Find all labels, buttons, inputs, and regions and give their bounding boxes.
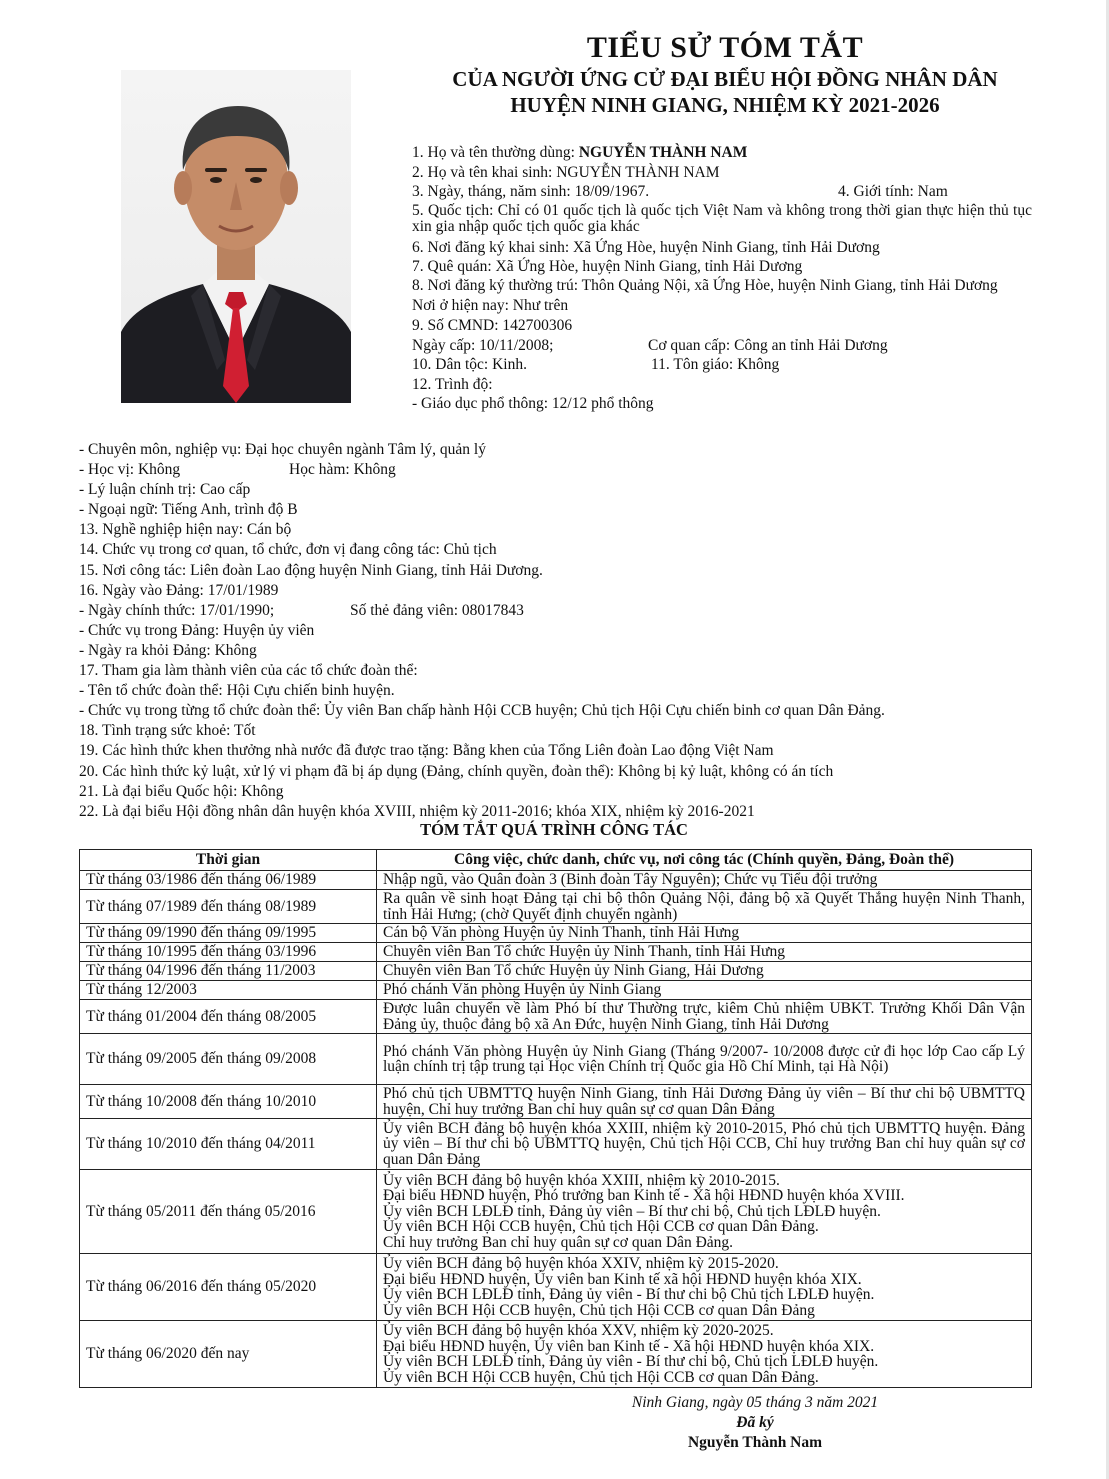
national-assembly: 21. Là đại biểu Quốc hội: Không [79, 782, 284, 800]
full-name-label: 1. Họ và tên thường dùng: [412, 144, 579, 161]
description-line: Ủy viên BCH LĐLĐ tỉnh, Đảng ủy viên - Bí thư chi bộ, Chủ tịch LĐLĐ huyện. [383, 1353, 879, 1370]
work-history-table [79, 849, 1032, 1388]
description-line: Ủy viên BCH đảng bộ huyện khóa XXV, nhiệm kỳ 2020-2025. [383, 1322, 774, 1339]
foreign-language: - Ngoại ngữ: Tiếng Anh, trình độ B [79, 501, 298, 519]
info-line-8: 8. Nơi đăng ký thường trú: Thôn Quảng Nội, xã Ứng Hòe, huyện Ninh Giang, tỉnh Hải Dương [412, 276, 998, 294]
religion: 11. Tôn giáo: Không [651, 356, 780, 374]
academic-title: Học hàm: Không [289, 461, 396, 479]
ethnicity-religion [412, 355, 1032, 375]
row-description: Được luân chuyển về làm Phó bí thư Thường trực, kiêm Chủ nhiệm UBKT. Trưởng Khối Dân Vận Đảng ủy, thuộc đảng bộ xã An Đức, huyện Ninh Giang, tỉnh Hải Dương [377, 1000, 1032, 1034]
description-line: Ủy viên BCH LĐLĐ tỉnh, Đảng ủy viên – Bí thư chi bộ, Chủ tịch LĐLĐ huyện. [383, 1202, 881, 1220]
organizations-heading: 17. Tham gia làm thành viên của các tổ chức đoàn thể: [79, 662, 418, 680]
row-time: Từ tháng 09/1990 đến tháng 09/1995 [80, 924, 377, 943]
document-subtitle-1: CỦA NGƯỜI ỨNG CỬ ĐẠI BIỂU HỘI ĐỒNG NHÂN DÂN [452, 67, 998, 91]
row-description: Chuyên viên Ban Tổ chức Huyện ủy Ninh Thanh, tỉnh Hải Hưng [377, 943, 1032, 962]
signed-note: Đã ký [736, 1414, 774, 1431]
party-card-number: Số thẻ đảng viên: 08017843 [350, 601, 524, 619]
row-description: Phó chủ tịch UBMTTQ huyện Ninh Giang, tỉnh Hải Dương Đảng ủy viên – Bí thư chi bộ UBMTTQ huyện, Chỉ huy trưởng Ban chỉ huy quân sự cơ quan Dân Đảng [377, 1085, 1032, 1119]
row-description: Phó chánh Văn phòng Huyện ủy Ninh Giang [377, 981, 1032, 1000]
id-issue-date: Ngày cấp: 10/11/2008; [412, 336, 554, 354]
description-line: Ủy viên BCH Hội CCB huyện, Chủ tịch Hội CCB cơ quan Dân Đảng. [383, 1368, 819, 1386]
row-time: Từ tháng 10/2010 đến tháng 04/2011 [80, 1119, 377, 1170]
table-row [80, 871, 1032, 890]
row-description [377, 1170, 1032, 1254]
health: 18. Tình trạng sức khoẻ: Tốt [79, 722, 256, 740]
awards: 19. Các hình thức khen thưởng nhà nước đã được trao tặng: Bằng khen của Tổng Liên đoàn Lao động Việt Nam [79, 742, 774, 760]
signer-name: Nguyễn Thành Nam [687, 1434, 823, 1451]
current-residence: Nơi ở hiện nay: Như trên [412, 297, 569, 315]
party-join-date: 16. Ngày vào Đảng: 17/01/1989 [79, 581, 279, 599]
position: 14. Chức vụ trong cơ quan, tổ chức, đơn vị đang công tác: Chủ tịch [79, 541, 497, 559]
row-time: Từ tháng 12/2003 [80, 981, 377, 1000]
degree-title [79, 460, 1079, 480]
table-row [80, 1000, 1032, 1034]
table-row [80, 1119, 1032, 1170]
description-line: Ủy viên BCH đảng bộ huyện khóa XXIII, nhiệm kỳ 2010-2015. [383, 1171, 780, 1189]
row-time: Từ tháng 10/1995 đến tháng 03/1996 [80, 943, 377, 962]
description-line: Đại biểu HĐND huyện, Ủy viên ban Kinh tế xã hội HĐND huyện khóa XIX. [383, 1270, 862, 1288]
row-description [377, 1254, 1032, 1321]
description-line: Ủy viên BCH đảng bộ huyện khóa XXIV, nhiệm kỳ 2015-2020. [383, 1255, 779, 1272]
party-exit: - Ngày ra khỏi Đảng: Không [79, 641, 257, 659]
row-description: Chuyên viên Ban Tổ chức Huyện ủy Ninh Giang, Hải Dương [377, 962, 1032, 981]
row-time: Từ tháng 06/2016 đến tháng 05/2020 [80, 1254, 377, 1321]
work-history-title: TÓM TẮT QUÁ TRÌNH CÔNG TÁC [420, 820, 688, 839]
description-line: Đại biểu HĐND huyện, Phó trưởng ban Kinh tế - Xã hội HĐND huyện khóa XVIII. [383, 1187, 905, 1205]
id-number: 9. Số CMND: 142700306 [412, 317, 573, 335]
table-row [80, 962, 1032, 981]
info-line-6: 6. Nơi đăng ký khai sinh: Xã Ứng Hòe, huyện Ninh Giang, tỉnh Hải Dương [412, 238, 880, 256]
document-title: TIỂU SỬ TÓM TẮT [586, 31, 864, 64]
row-time: Từ tháng 07/1989 đến tháng 08/1989 [80, 890, 377, 924]
id-issue-info [412, 336, 1032, 356]
id-issuer: Cơ quan cấp: Công an tỉnh Hải Dương [648, 336, 888, 354]
table-row [80, 943, 1032, 962]
personal-info [412, 143, 1032, 414]
table-row [80, 890, 1032, 924]
table-row [80, 1085, 1032, 1119]
row-description [377, 1321, 1032, 1388]
table-header-row [80, 850, 1032, 871]
row-time: Từ tháng 09/2005 đến tháng 09/2008 [80, 1034, 377, 1085]
info-line-2: 2. Họ và tên khai sinh: NGUYỄN THÀNH NAM [412, 163, 720, 181]
political-theory: - Lý luận chính trị: Cao cấp [79, 481, 251, 499]
table-row [80, 1170, 1032, 1254]
row-time: Từ tháng 03/1986 đến tháng 06/1989 [80, 871, 377, 890]
organization-name: - Tên tổ chức đoàn thể: Hội Cựu chiến binh huyện. [79, 682, 395, 700]
row-description: Nhập ngũ, vào Quân đoàn 3 (Binh đoàn Tây Nguyên); Chức vụ Tiểu đội trưởng [377, 871, 1032, 890]
official-date: - Ngày chính thức: 17/01/1990; [79, 601, 275, 619]
specialization: - Chuyên môn, nghiệp vụ: Đại học chuyên ngành Tâm lý, quản lý [79, 441, 486, 458]
table-row [80, 1034, 1032, 1085]
birth-date: 3. Ngày, tháng, năm sinh: 18/09/1967. [412, 183, 650, 201]
organization-position: - Chức vụ trong từng tổ chức đoàn thể: Ủy viên Ban chấp hành Hội CCB huyện; Chủ tịch Hội Cựu chiến binh cơ quan Dân Đảng. [79, 702, 885, 720]
info-line-7: 7. Quê quán: Xã Ứng Hòe, huyện Ninh Giang, tỉnh Hải Dương [412, 258, 803, 276]
education-heading: 12. Trình độ: [412, 375, 493, 393]
table-row [80, 924, 1032, 943]
academic-degree: - Học vị: Không [79, 461, 181, 479]
info-line-5: 5. Quốc tịch: Chỉ có 01 quốc tịch là quốc tịch Việt Nam và không trong thời gian thực hiện thủ tục xin gia nhập quốc tịch quốc gia khác [412, 201, 1032, 236]
description-line: Ủy viên BCH Hội CCB huyện, Chủ tịch Hội CCB cơ quan Dân Đảng. [383, 1218, 819, 1236]
place-date: Ninh Giang, ngày 05 tháng 3 năm 2021 [631, 1394, 879, 1411]
description-line: Đại biểu HĐND huyện, Ủy viên ban Kinh tế - Xã hội HĐND huyện khóa XIX. [383, 1337, 875, 1355]
document-subtitle-2: HUYỆN NINH GIANG, NHIỆM KỲ 2021-2026 [510, 93, 940, 117]
detail-info [79, 440, 1079, 822]
table-row [80, 981, 1032, 1000]
row-time: Từ tháng 10/2008 đến tháng 10/2010 [80, 1085, 377, 1119]
info-line-3 [412, 182, 1032, 202]
row-description: Cán bộ Văn phòng Huyện ủy Ninh Thanh, tỉnh Hải Hưng [377, 924, 1032, 943]
full-name-value: NGUYỄN THÀNH NAM [578, 144, 748, 161]
row-description: Phó chánh Văn phòng Huyện ủy Ninh Giang (Tháng 9/2007- 10/2008 được cử đi học lớp Cao cấp Lý luận chính trị tập trung tại Học viện Chính trị Quốc gia Hồ Chí Minh, tại Hà Nội) [377, 1034, 1032, 1085]
description-line: Chỉ huy trưởng Ban chỉ huy quân sự cơ quan Dân Đảng. [383, 1233, 734, 1251]
time-column-header: Thời gian [80, 850, 377, 871]
description-line: Ủy viên BCH LĐLĐ tỉnh, Đảng ủy viên - Bí thư chi bộ Chủ tịch LĐLĐ huyện. [383, 1286, 875, 1303]
row-description: Ủy viên BCH đảng bộ huyện khóa XXIII, nhiệm kỳ 2010-2015, Phó chủ tịch UBMTTQ huyện. Đảng ủy viên – Bí thư chi bộ UBMTTQ huyện, Chủ tịch Hội CCB, Chỉ huy trưởng Ban chỉ huy quân sự cơ quan Dân Đảng [377, 1119, 1032, 1170]
row-time: Từ tháng 04/1996 đến tháng 11/2003 [80, 962, 377, 981]
row-time: Từ tháng 01/2004 đến tháng 08/2005 [80, 1000, 377, 1034]
portrait-illustration [121, 70, 351, 403]
workplace: 15. Nơi công tác: Liên đoàn Lao động huyện Ninh Giang, tỉnh Hải Dương. [79, 561, 543, 579]
table-row [80, 1254, 1032, 1321]
discipline: 20. Các hình thức kỷ luật, xử lý vi phạm đã bị áp dụng (Đảng, chính quyền, đoàn thể): Không bị kỷ luật, không có án tích [79, 762, 834, 780]
gender: 4. Giới tính: Nam [838, 183, 948, 201]
row-description: Ra quân về sinh hoạt Đảng tại chi bộ thôn Quảng Nội, đảng bộ xã Quyết Thắng huyện Ninh Thanh, tỉnh Hải Hưng; (chờ Quyết định chuyển ngành) [377, 890, 1032, 924]
party-official [79, 601, 1079, 621]
council-delegate: 22. Là đại biểu Hội đồng nhân dân huyện khóa XVIII, nhiệm kỳ 2011-2016; khóa XIX, nhiệm kỳ 2016-2021 [79, 802, 755, 820]
description-column-header: Công việc, chức danh, chức vụ, nơi công tác (Chính quyền, Đảng, Đoàn thể) [377, 850, 1032, 871]
info-line-1 [412, 143, 1032, 163]
occupation: 13. Nghề nghiệp hiện nay: Cán bộ [79, 521, 292, 539]
table-row [80, 1321, 1032, 1388]
row-time: Từ tháng 05/2011 đến tháng 05/2016 [80, 1170, 377, 1254]
portrait-photo [121, 70, 351, 403]
party-position: - Chức vụ trong Đảng: Huyện ủy viên [79, 621, 315, 639]
row-time: Từ tháng 06/2020 đến nay [80, 1321, 377, 1388]
document-header [380, 30, 1070, 118]
signature-block [560, 1393, 950, 1453]
general-education: - Giáo dục phổ thông: 12/12 phổ thông [412, 395, 654, 413]
ethnicity: 10. Dân tộc: Kinh. [412, 356, 527, 374]
description-line: Ủy viên BCH Hội CCB huyện, Chủ tịch Hội CCB cơ quan Dân Đảng [383, 1301, 815, 1319]
